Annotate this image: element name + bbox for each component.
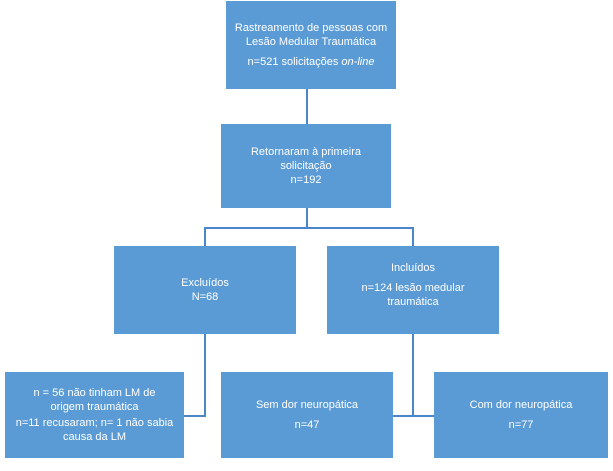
included-title: Incluídos xyxy=(390,262,436,274)
returned-line-2: solicitação xyxy=(280,160,332,172)
screening-line-2: Lesão Medular Traumática xyxy=(245,36,377,48)
included-line-3: traumática xyxy=(387,296,439,308)
exclusion-reasons-box xyxy=(5,372,184,458)
with-pain-title: Com dor neuropática xyxy=(469,399,573,411)
with-neuropathic-pain-box xyxy=(434,372,608,458)
connector-to-excluded xyxy=(204,227,206,246)
without-pain-title: Sem dor neuropática xyxy=(255,399,359,411)
connector-to-with-pain xyxy=(393,415,434,417)
connector-excluded-down xyxy=(204,334,206,416)
connector-root-to-returned xyxy=(306,89,308,124)
screening-count-italic: on-line xyxy=(341,56,375,68)
connector-to-reasons xyxy=(184,415,206,417)
excluded-title: Excluídos xyxy=(181,277,229,289)
screening-count xyxy=(248,55,375,69)
connector-returned-down xyxy=(306,208,308,228)
reasons-line-1: n = 56 não tinham LM de xyxy=(33,387,156,399)
connector-included-down xyxy=(412,334,414,416)
reasons-line-3: n=11 recusaram; n= 1 não sabia xyxy=(15,417,174,429)
connector-split-horizontal xyxy=(204,227,414,229)
reasons-line-4: causa da LM xyxy=(63,431,126,443)
screening-count-text: n=521 solicitações xyxy=(247,56,342,68)
included-box xyxy=(327,246,499,334)
returned-count: n=192 xyxy=(290,174,322,186)
connector-to-included xyxy=(412,227,414,246)
included-line-2: n=124 lesão medular xyxy=(361,282,465,294)
reasons-line-2: origem traumática xyxy=(50,401,139,413)
screening-line-1: Rastreamento de pessoas com xyxy=(234,22,388,34)
with-pain-count: n=77 xyxy=(508,419,534,431)
returned-box xyxy=(221,124,391,208)
screening-box xyxy=(226,1,396,89)
excluded-box xyxy=(114,246,296,334)
returned-line-1: Retornaram à primeira xyxy=(250,146,362,158)
without-neuropathic-pain-box xyxy=(221,372,393,458)
excluded-count: N=68 xyxy=(191,291,219,303)
without-pain-count: n=47 xyxy=(294,419,320,431)
